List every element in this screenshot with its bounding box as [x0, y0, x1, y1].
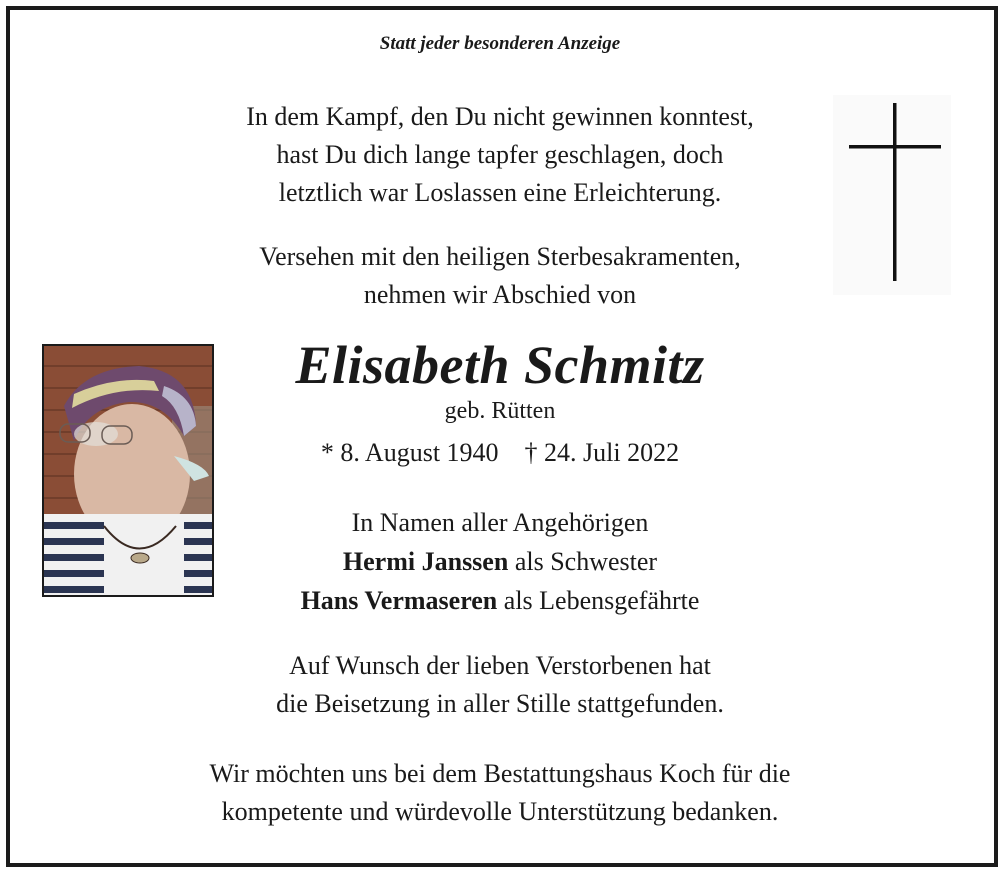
mourner-entry — [0, 581, 1000, 620]
mourner-entry — [0, 542, 1000, 581]
thanks-line: kompetente und würdevolle Unterstützung bedanken. — [221, 797, 779, 826]
life-dates — [0, 438, 1000, 468]
intro-line: Versehen mit den heiligen Sterbesakramenten, — [259, 242, 741, 271]
mourners-block — [0, 503, 1000, 620]
mourner-relation: als Lebensgefährte — [503, 586, 700, 615]
mourner-relation: als Schwester — [514, 547, 658, 576]
birth-date: * 8. August 1940 — [320, 438, 499, 467]
quote-line: In dem Kampf, den Du nicht gewinnen konntest, — [246, 102, 754, 131]
deceased-name: Elisabeth Schmitz — [295, 335, 705, 395]
wish-line: die Beisetzung in aller Stille stattgefunden. — [276, 689, 724, 718]
maiden-name: geb. Rütten — [444, 398, 556, 424]
mourners-intro: In Namen aller Angehörigen — [351, 508, 649, 537]
intro-block — [0, 238, 1000, 314]
death-date: † 24. Juli 2022 — [524, 438, 680, 467]
notice-header: Statt jeder besonderen Anzeige — [379, 33, 621, 54]
wish-block — [0, 647, 1000, 723]
quote-line: hast Du dich lange tapfer geschlagen, doch — [276, 140, 724, 169]
mourner-name: Hans Vermaseren — [300, 586, 498, 615]
intro-line: nehmen wir Abschied von — [363, 280, 637, 309]
mourner-name: Hermi Janssen — [342, 547, 509, 576]
thanks-block — [0, 755, 1000, 831]
wish-line: Auf Wunsch der lieben Verstorbenen hat — [289, 651, 711, 680]
quote-line: letztlich war Loslassen eine Erleichterung. — [278, 178, 722, 207]
thanks-line: Wir möchten uns bei dem Bestattungshaus Koch für die — [209, 759, 791, 788]
